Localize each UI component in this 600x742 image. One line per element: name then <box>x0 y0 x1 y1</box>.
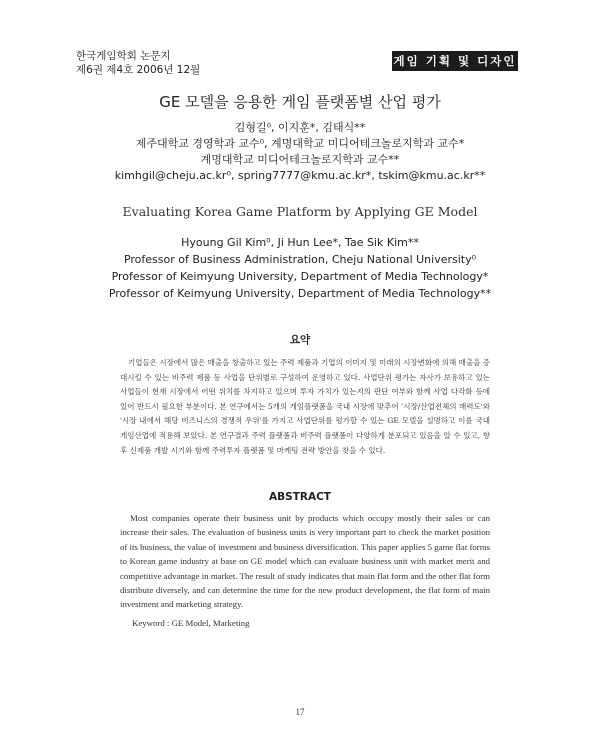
page-number: 17 <box>295 707 305 717</box>
author-names-ko: 김형길⁰, 이지훈*, 김태식** <box>234 121 366 134</box>
abstract-en-body: Most companies operate their business unit by products which occupy mostly their sales or can increase their sales. The evaluation of business units is very important part to check the market position of its business, the value of investment and business diversification. This paper applies 5 game flat forms to Korean game industry at base on GE model which can evaluate business unit with market merit and competitive advantage in market. The result of study indicates that main flat form and the other flat form distribute diversely, and can determine the time for the new product development, the flat form of main investment and marketing strategy. <box>120 513 490 610</box>
affiliation-ko-2: 계명대학교 미디어테크놀로지학과 교수** <box>200 153 400 166</box>
author-names-en: Hyoung Gil Kim⁰, Ji Hun Lee*, Tae Sik Kim** <box>181 236 419 249</box>
affiliation-ko-1: 제주대학교 경영학과 교수⁰, 계명대학교 미디어테크놀로지학과 교수* <box>135 137 465 150</box>
authors-ko <box>0 120 600 184</box>
paper-title-ko: GE 모델을 응용한 게임 플랫폼별 산업 평가 <box>159 93 441 111</box>
section-badge: 게임 기획 및 디자인 <box>392 51 518 71</box>
keyword-line: Keyword : GE Model, Marketing <box>132 618 250 628</box>
journal-name: 한국게임학회 논문지 <box>76 50 171 62</box>
authors-en <box>0 234 600 302</box>
paper-title-en: Evaluating Korea Game Platform by Applying GE Model <box>122 204 478 219</box>
abstract-en-heading: ABSTRACT <box>269 491 331 503</box>
affiliation-en-2: Professor of Keimyung University, Department of Media Technology* <box>111 270 489 283</box>
affiliation-en-3: Professor of Keimyung University, Department of Media Technology** <box>108 287 492 300</box>
abstract-ko-heading: 요약 <box>289 334 311 346</box>
abstract-ko-body: 기업들은 시장에서 많은 매출을 창출하고 있는 주력 제품과 기업의 이미지 및 미래의 시장변화에 의해 매출을 증대시킬 수 있는 비주력 제품 등 사업을 단위별로 구성하여 운영하고 있다. 사업단위 평가는 자사가 보유하고 있는 사업들이 현재 시장에서 어떤 위치를 차지하고 있으며 투자 가치가 있는지의 판단 여부와 함께 사업 다각화 등에 있어 반드시 필요한 부분이다. 본 연구에서는 5개의 게임플랫폼을 국내 시장에 맞추어 '시장/산업전체의 매력도'와 '시장 내에서 해당 비즈니스의 경쟁적 우위'를 가지고 사업단위를 평가할 수 있는 GE 모델을 설명하고 이를 국내게임산업에 적용해 보았다. 본 연구결과 주력 플랫폼과 비주력 플랫폼이 다양하게 분포되고 있음을 알 수 있고, 향후 신제품 개발 시기와 함께 주력투자 플랫폼 및 마케팅 전략 방안을 찾을 수 있다. <box>120 358 490 455</box>
journal-info <box>76 49 200 77</box>
author-emails: kimhgil@cheju.ac.kr⁰, spring7777@kmu.ac.kr*, tskim@kmu.ac.kr** <box>114 169 486 182</box>
journal-issue: 제6권 제4호 2006년 12월 <box>76 64 201 76</box>
affiliation-en-1: Professor of Business Administration, Cheju National University⁰ <box>123 253 477 266</box>
